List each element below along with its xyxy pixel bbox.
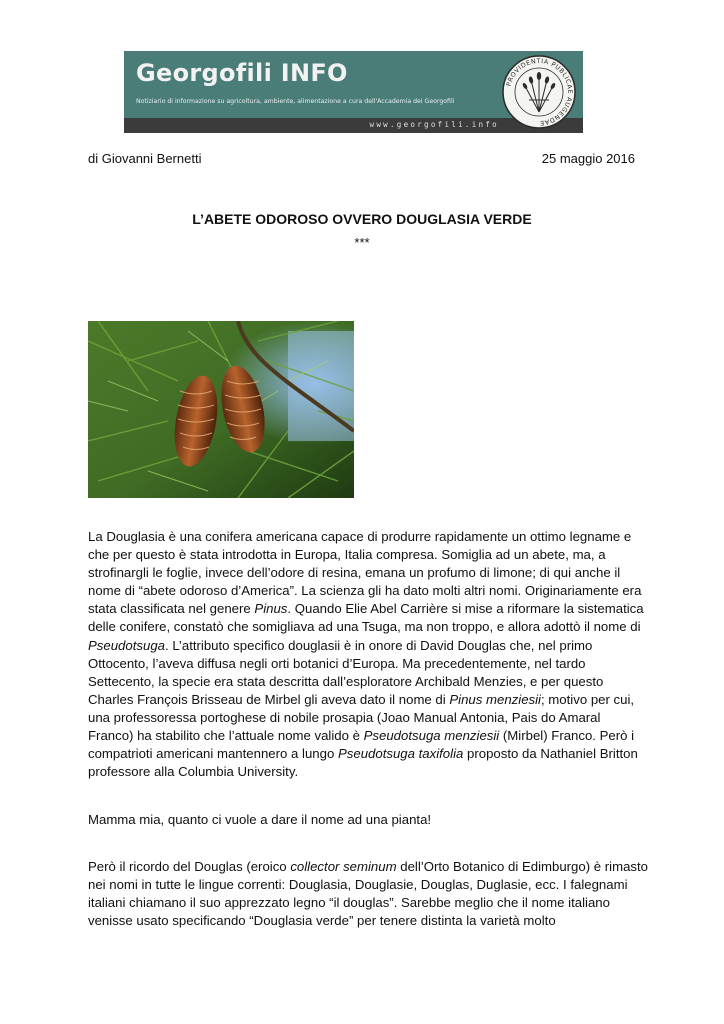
text-run: ; motivo per cui, una professoressa portoghese di nobile prosapia (Joao Manual Antonia, Pais do Amaral Franco) ha stabilito che l’attuale nome valido è	[88, 691, 635, 744]
article-date: 25 maggio 2016	[541, 151, 635, 166]
article-paragraph-3	[88, 858, 648, 930]
italic-term: Pseudotsuga menziesii	[363, 728, 500, 744]
article-author: di Giovanni Bernetti	[88, 151, 202, 166]
seal-text: PROVIDENTIA PUBLICAE AUGENDAE	[505, 57, 574, 127]
title-separator: ***	[354, 235, 370, 250]
article-paragraph-2: Mamma mia, quanto ci vuole a dare il nome ad una pianta!	[88, 812, 432, 827]
banner-subtitle: Notiziario di informazione su agricoltura, ambiente, alimentazione a cura dell'Accademia dei Georgofili	[136, 98, 455, 105]
italic-term: Pinus menziesii	[449, 691, 541, 707]
text-run: . L’attributo specifico douglasii è in onore di David Douglas che, nel primo Ottocento, l’aveva diffusa negli orti botanici d’Europa. Ma precedentemente, nel tardo Settecento, la specie era stata descritta dall’esploratore Archibald Menzies, e per questo Charles François Brisseau de Mirbel gli aveva dato il nome di	[88, 637, 604, 707]
text-run: (Mirbel) Franco. Però i compatrioti americani mantennero a lungo	[88, 728, 635, 762]
italic-term: Pinus	[254, 601, 288, 617]
douglas-fir-cones-photo	[88, 321, 354, 498]
article-title: L’ABETE ODOROSO OVVERO DOUGLASIA VERDE	[192, 211, 532, 227]
banner-title-info: INFO	[280, 59, 348, 87]
text-run: . Quando Elie Abel Carrière si mise a riformare la sistematica delle conifere, constatò che somigliava ad una Tsuga, ma non troppo, e allora adottò il nome di	[88, 601, 644, 635]
header-banner	[124, 51, 583, 133]
italic-term: Pseudotsuga taxifolia	[337, 746, 464, 762]
text-run: proposto da Nathaniel Britton professore alla Columbia University.	[88, 746, 638, 780]
article-paragraph-1	[88, 528, 648, 781]
banner-title-bold: Georgofili	[136, 59, 273, 87]
academy-seal-icon	[501, 54, 577, 130]
italic-term: Pseudotsuga	[88, 637, 165, 653]
banner-url: www.georgofili.info	[369, 120, 499, 129]
text-run: La Douglasia è una conifera americana capace di produrre rapidamente un ottimo legname e che per questo è stata introdotta in Europa, Italia compresa. Somiglia ad un abete, ma, a strofinargli le foglie, invece dell’odore di resina, emana un profumo di limone; di qui anche il nome di “abete odoroso d’America”. La scienza gli ha dato molti altri nomi. Originariamente era stata classificata nel genere	[88, 529, 642, 617]
text-run: Però il ricordo del Douglas (eroico	[88, 859, 291, 874]
banner-title	[136, 59, 348, 87]
italic-term: collector seminum	[290, 859, 397, 874]
text-run: dell’Orto Botanico di Edimburgo) è rimasto nei nomi in tutte le lingue correnti: Douglasia, Douglasie, Douglas, Duglasie, ecc. I falegnami italiani chiamano il suo apprezzato legno “il douglas”. Sarebbe meglio che il nome italiano venisse usato specificando “Douglasia verde” per tenere distinta la varietà molto	[88, 859, 648, 929]
